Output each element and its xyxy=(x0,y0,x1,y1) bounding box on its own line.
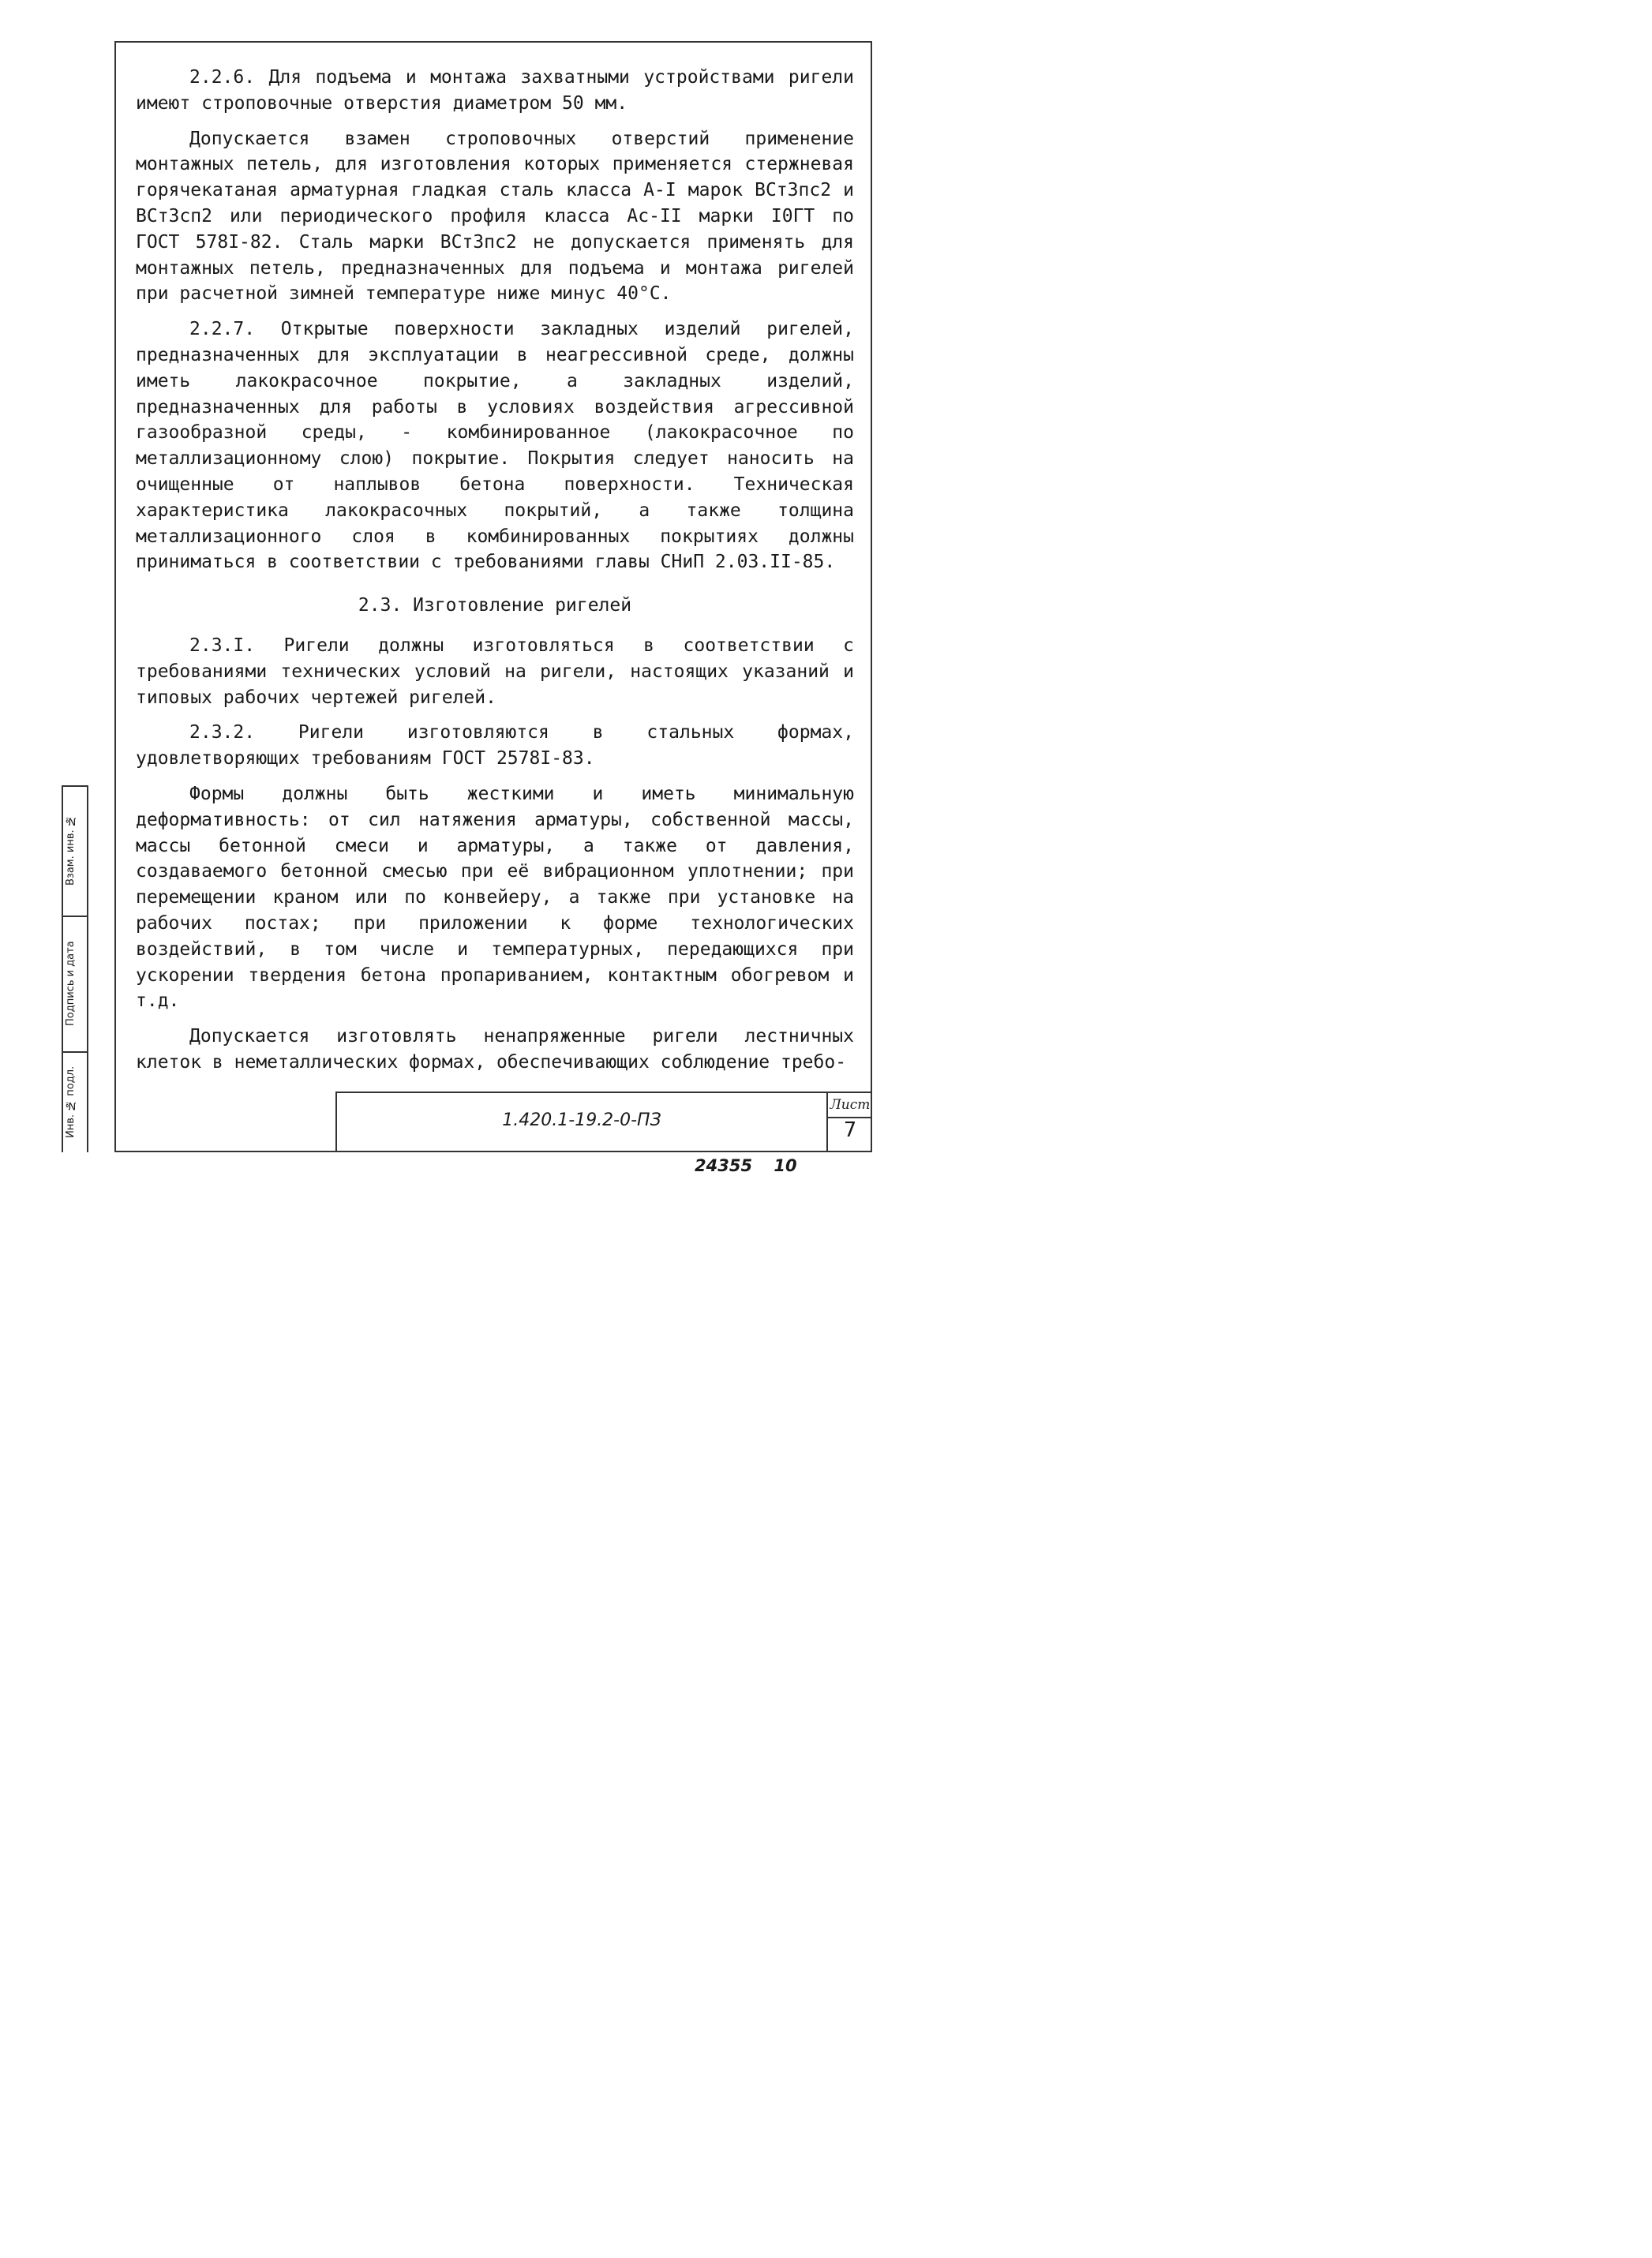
side-label-inventory: Инв. № подл. xyxy=(65,1065,77,1138)
sheet-cell xyxy=(826,1093,872,1152)
sheet-number: 7 xyxy=(843,1118,857,1142)
paragraph-loops: Допускается взамен строповочных отверстий применение монтажных петель, для изготовления которых применяется стержневая горячекатаная арматурная гладкая сталь класса А-I марок ВСт3пс2 и ВСт3сп2 или периодического профиля класса Ас-II марки I0ГТ по ГОСТ 578I-82. Сталь марки ВСт3пс2 не допускается применять для монтажных петель, предназначенных для подъема и монтажа ригелей при расчетной зимней температуре ниже минус 40°С. xyxy=(136,128,854,305)
paragraph-2-2-7: 2.2.7. Открытые поверхности закладных изделий ригелей, предназначенных для эксплуатации в неагрессивной среде, должны иметь лакокрасочное покрытие, а закладных изделий, предназначенных для работы в условиях воздействия агрессивной газообразной среды, - комбинированное (лакокрасочное по металлизационному слою) покрытие. Покрытия следует наносить на очищенные от наплывов бетона поверхности. Техническая характеристика лакокрасочных покрытий, а также толщина металлизационного слоя в комбинированных покрытиях должны приниматься в соответствии с требованиями главы СНиП 2.03.II-85. xyxy=(136,319,854,573)
side-divider xyxy=(62,785,88,787)
paragraph-2-3-1: 2.3.I. Ригели должны изготовляться в соответствии с требованиями технических условий на ригели, настоящих указаний и типовых рабочих чертежей ригелей. xyxy=(136,635,854,708)
footer-numbers xyxy=(695,1156,797,1175)
paragraph-2-2-6: 2.2.6. Для подъема и монтажа захватными устройствами ригели имеют строповочные отверстия диаметром 50 мм. xyxy=(136,67,854,114)
side-label-signature: Подпись и дата xyxy=(65,941,77,1026)
side-column-right-line xyxy=(87,785,88,1152)
title-block xyxy=(335,1092,871,1152)
footer-inventory-number: 24355 xyxy=(695,1156,753,1175)
side-divider xyxy=(62,1051,88,1053)
document-body xyxy=(136,65,854,1085)
paragraph-2-3-2: 2.3.2. Ригели изготовляются в стальных формах, удовлетворяющих требованиям ГОСТ 2578I-83. xyxy=(136,722,854,770)
section-heading: 2.3. Изготовление ригелей xyxy=(358,595,632,616)
side-divider xyxy=(62,916,88,917)
paragraph-forms: Формы должны быть жесткими и иметь минимальную деформативность: от сил натяжения арматуры, собственной массы, массы бетонной смеси и арматуры, а также от давления, создаваемого бетонной смесью при её вибрационном уплотнении; при перемещении краном или по конвейеру, а также при установке на рабочих постах; при приложении к форме технологических воздействий, в том числе и температурных, передающихся при ускорении твердения бетона пропариванием, контактным обогревом и т.д. xyxy=(136,783,854,1012)
side-column-left-line xyxy=(62,785,63,1152)
paragraph-nonmetal-forms: Допускается изготовлять ненапряженные ригели лестничных клеток в неметаллических формах, обеспечивающих соблюдение требо- xyxy=(136,1026,854,1073)
sheet-label: Лист xyxy=(828,1093,872,1118)
side-label-replacement: Взам. инв. № xyxy=(65,814,77,886)
footer-format: 10 xyxy=(774,1156,797,1175)
document-code: 1.420.1-19.2-0-ПЗ xyxy=(502,1110,661,1130)
